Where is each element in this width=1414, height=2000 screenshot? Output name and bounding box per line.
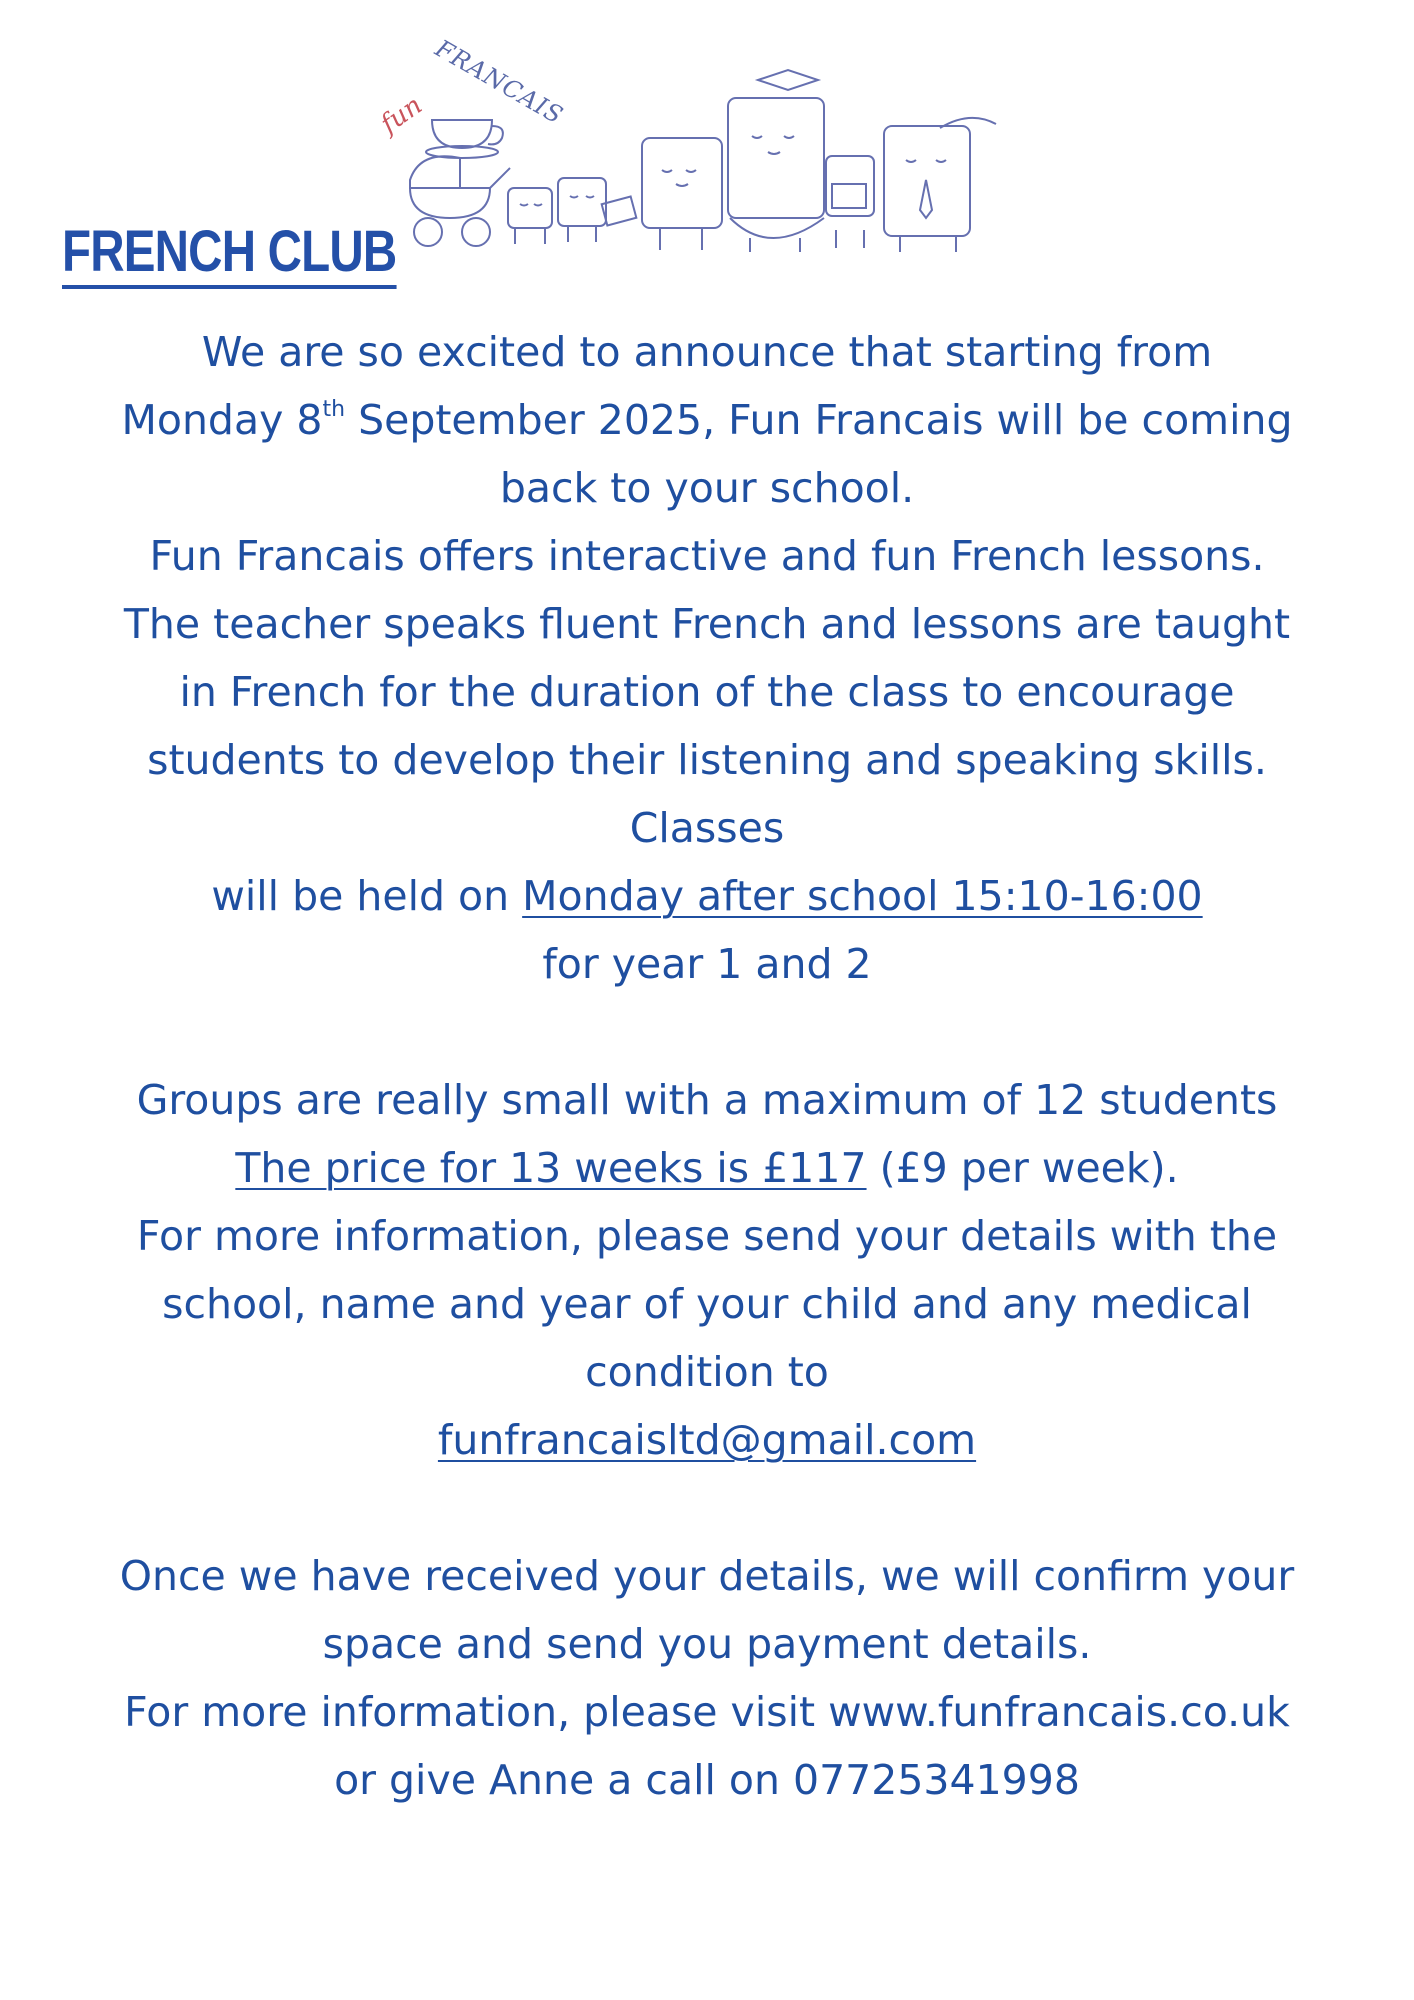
intro-line-2-rest: September 2025, Fun Francais will be coming bbox=[345, 396, 1293, 444]
website-line: For more information, please visit www.funfrancais.co.uk bbox=[124, 1688, 1290, 1736]
schedule-time: Monday after school 15:10-16:00 bbox=[522, 872, 1203, 920]
teacher-line-2: in French for the duration of the class to encourage bbox=[179, 668, 1235, 716]
offers-line: Fun Francais offers interactive and fun French lessons. bbox=[149, 532, 1265, 580]
more-info-line-1: For more information, please send your details with the bbox=[136, 1212, 1278, 1260]
call-line: or give Anne a call on 07725341998 bbox=[334, 1756, 1080, 1804]
price-per-week: (£9 per week). bbox=[866, 1144, 1179, 1192]
page-title: FRENCH CLUB bbox=[62, 222, 396, 289]
classes-line: Classes bbox=[629, 804, 785, 852]
confirm-line-1: Once we have received your details, we will confirm your bbox=[119, 1552, 1295, 1600]
schedule-prefix: will be held on bbox=[211, 872, 523, 920]
start-date-text: Monday 8 bbox=[121, 396, 323, 444]
schedule-line bbox=[40, 862, 1374, 930]
announcement-body bbox=[40, 318, 1374, 1814]
teacher-line-1: The teacher speaks fluent French and lessons are taught bbox=[123, 600, 1291, 648]
more-info-line-3: condition to bbox=[585, 1348, 829, 1396]
more-info-line-2: school, name and year of your child and any medical bbox=[162, 1280, 1252, 1328]
characters-illustration bbox=[380, 60, 1000, 260]
logo-francais-text: FRANCAIS bbox=[430, 34, 569, 130]
intro-line-3: back to your school. bbox=[499, 464, 915, 512]
intro-line-1: We are so excited to announce that starting from bbox=[201, 328, 1213, 376]
years-line: for year 1 and 2 bbox=[542, 940, 872, 988]
teacher-line-3: students to develop their listening and speaking skills. bbox=[147, 736, 1267, 784]
price-underlined: The price for 13 weeks is £117 bbox=[235, 1144, 867, 1192]
logo-fun-text: fun bbox=[375, 90, 428, 140]
email-line bbox=[40, 1406, 1374, 1474]
email-link[interactable]: funfrancaisltd@gmail.com bbox=[437, 1416, 977, 1464]
confirm-line-2: space and send you payment details. bbox=[322, 1620, 1092, 1668]
date-suffix: th bbox=[322, 397, 346, 422]
fun-francais-logo bbox=[375, 34, 1000, 260]
intro-line-2 bbox=[40, 386, 1374, 454]
groups-line: Groups are really small with a maximum of 12 students bbox=[136, 1076, 1278, 1124]
price-line bbox=[40, 1134, 1374, 1202]
